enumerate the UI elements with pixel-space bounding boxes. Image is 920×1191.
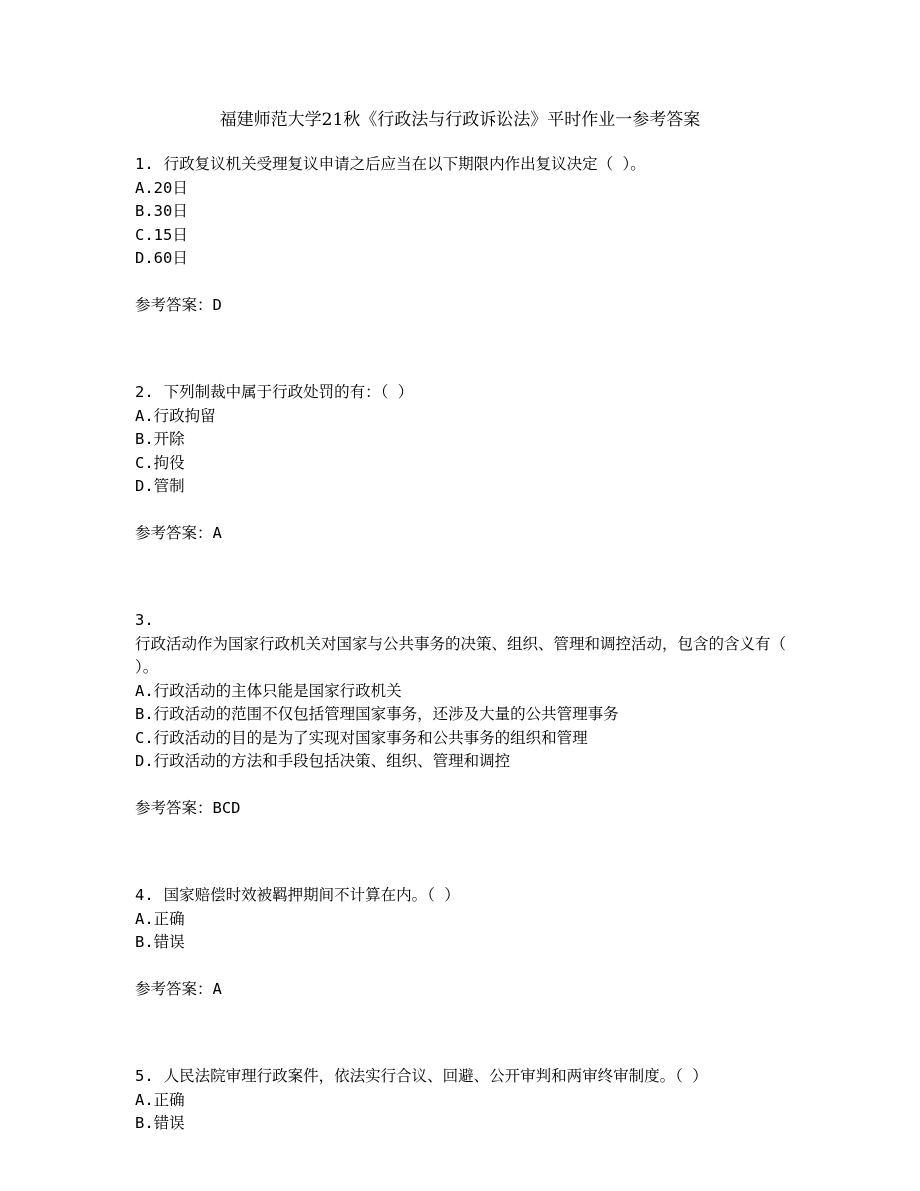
question-number: 4. xyxy=(135,886,154,904)
option-a: A.行政活动的主体只能是国家行政机关 xyxy=(135,681,402,700)
option-d: D.行政活动的方法和手段包括决策、组织、管理和调控 xyxy=(135,752,511,770)
question-number: 3. xyxy=(135,611,154,629)
question-text: 下列制裁中属于行政处罚的有：（ ） xyxy=(163,383,414,401)
option-d: D.60日 xyxy=(135,249,188,267)
question-stem xyxy=(135,609,795,680)
option-c: C.拘役 xyxy=(135,453,185,472)
question-number: 1. xyxy=(135,155,154,173)
option-d: D.管制 xyxy=(135,477,185,495)
option-c: C.15日 xyxy=(135,225,188,244)
question-number: 2. xyxy=(135,383,154,401)
question-stem xyxy=(135,153,795,177)
question-3 xyxy=(135,609,795,820)
option-c: C.行政活动的目的是为了实现对国家事务和公共事务的组织和管理 xyxy=(135,728,588,747)
question-stem xyxy=(135,1065,795,1089)
reference-answer: 参考答案：A xyxy=(135,523,222,542)
option-a: A.正确 xyxy=(135,1090,185,1109)
option-a: A.行政拘留 xyxy=(135,406,216,425)
question-2 xyxy=(135,381,795,545)
option-a: A.正确 xyxy=(135,909,185,928)
reference-answer: 参考答案：D xyxy=(135,295,222,314)
option-b: B.行政活动的范围不仅包括管理国家事务，还涉及大量的公共管理事务 xyxy=(135,705,619,723)
question-stem xyxy=(135,884,795,908)
question-5 xyxy=(135,1065,795,1136)
question-text: 人民法院审理行政案件，依法实行合议、回避、公开审判和两审终审制度。（ ） xyxy=(163,1067,708,1085)
question-1 xyxy=(135,153,795,317)
question-text: 行政活动作为国家行政机关对国家与公共事务的决策、组织、管理和调控活动，包含的含义有（ ）。 xyxy=(135,634,787,676)
option-a: A.20日 xyxy=(135,178,188,197)
question-text: 国家赔偿时效被羁押期间不计算在内。（ ） xyxy=(163,886,460,904)
question-4 xyxy=(135,884,795,1001)
question-text: 行政复议机关受理复议申请之后应当在以下期限内作出复议决定（ ）。 xyxy=(163,155,646,173)
option-b: B.30日 xyxy=(135,202,188,220)
option-b: B.错误 xyxy=(135,1114,185,1132)
question-number: 5. xyxy=(135,1067,154,1085)
option-b: B.开除 xyxy=(135,430,185,448)
document-title: 福建师范大学21秋《行政法与行政诉讼法》平时作业一参考答案 xyxy=(219,110,701,130)
reference-answer: 参考答案：BCD xyxy=(135,798,241,817)
question-stem xyxy=(135,381,795,405)
option-b: B.错误 xyxy=(135,933,185,951)
reference-answer: 参考答案：A xyxy=(135,979,222,998)
question-list xyxy=(135,153,795,1136)
